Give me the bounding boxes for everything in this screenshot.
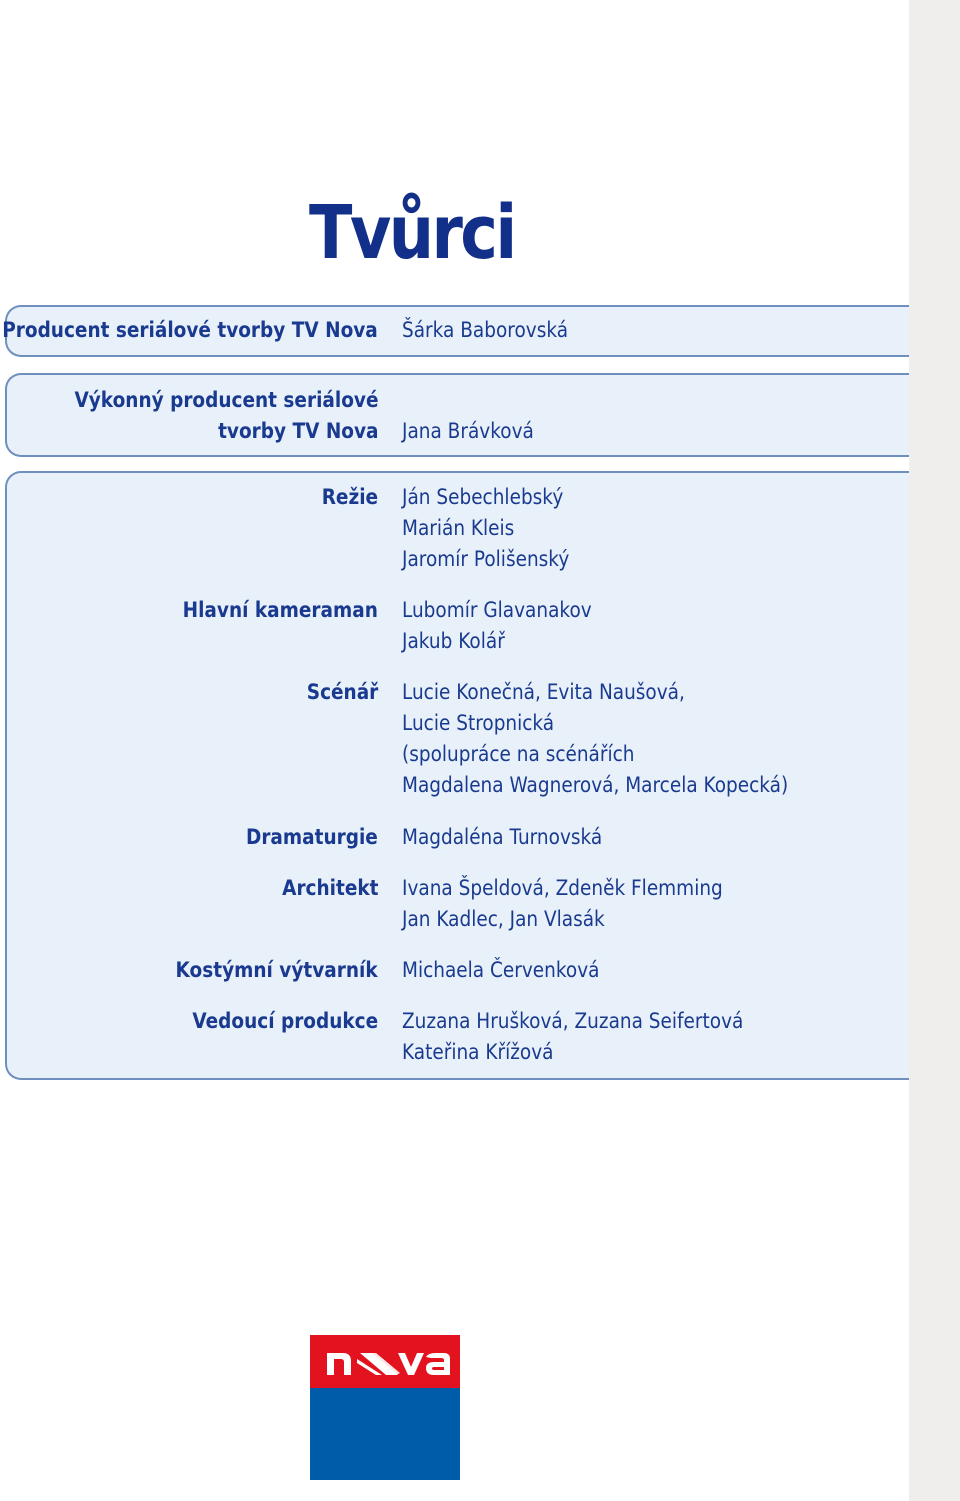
- logo-blue-band: [310, 1388, 460, 1480]
- page-title: Tvůrci: [309, 190, 515, 276]
- credit-box-executive-producer: [5, 373, 909, 457]
- nova-wordmark: [310, 1335, 460, 1388]
- credit-role: Producent seriálové tvorby TV Nova: [2, 318, 378, 342]
- page-edge-strip: [909, 0, 960, 1501]
- credit-names: Lubomír Glavanakov Jakub Kolář: [402, 598, 592, 653]
- credit-names: Ján Sebechlebský Marián Kleis Jaromír Polišenský: [402, 485, 570, 571]
- credit-names: Ivana Špeldová, Zdeněk Flemming Jan Kadlec, Jan Vlasák: [402, 876, 723, 931]
- credit-role: Hlavní kameraman: [182, 598, 378, 622]
- credit-names: Michaela Červenková: [402, 958, 600, 982]
- nova-logo: [310, 1335, 460, 1480]
- credit-names: Jana Brávková: [402, 419, 534, 443]
- credit-names: Magdaléna Turnovská: [402, 825, 603, 849]
- credit-role: Dramaturgie: [246, 825, 378, 849]
- credit-role: Výkonný producent seriálové tvorby TV Nova: [73, 388, 378, 443]
- credit-role: Kostýmní výtvarník: [175, 958, 378, 982]
- credit-box-crew: [5, 471, 909, 1080]
- credit-names: Zuzana Hrušková, Zuzana Seifertová Kateřina Křížová: [402, 1009, 744, 1064]
- credit-role: Režie: [321, 485, 378, 509]
- credit-box-producer: [2, 305, 909, 357]
- credit-role: Architekt: [281, 876, 378, 900]
- credit-role: Scénář: [306, 680, 378, 704]
- credit-role: Vedoucí produkce: [192, 1009, 378, 1033]
- credit-names: Šárka Baborovská: [402, 318, 569, 342]
- credit-names: Lucie Konečná, Evita Naušová, Lucie Stropnická (spolupráce na scénářích Magdalena Wagnerová, Marcela Kopecká): [402, 680, 789, 797]
